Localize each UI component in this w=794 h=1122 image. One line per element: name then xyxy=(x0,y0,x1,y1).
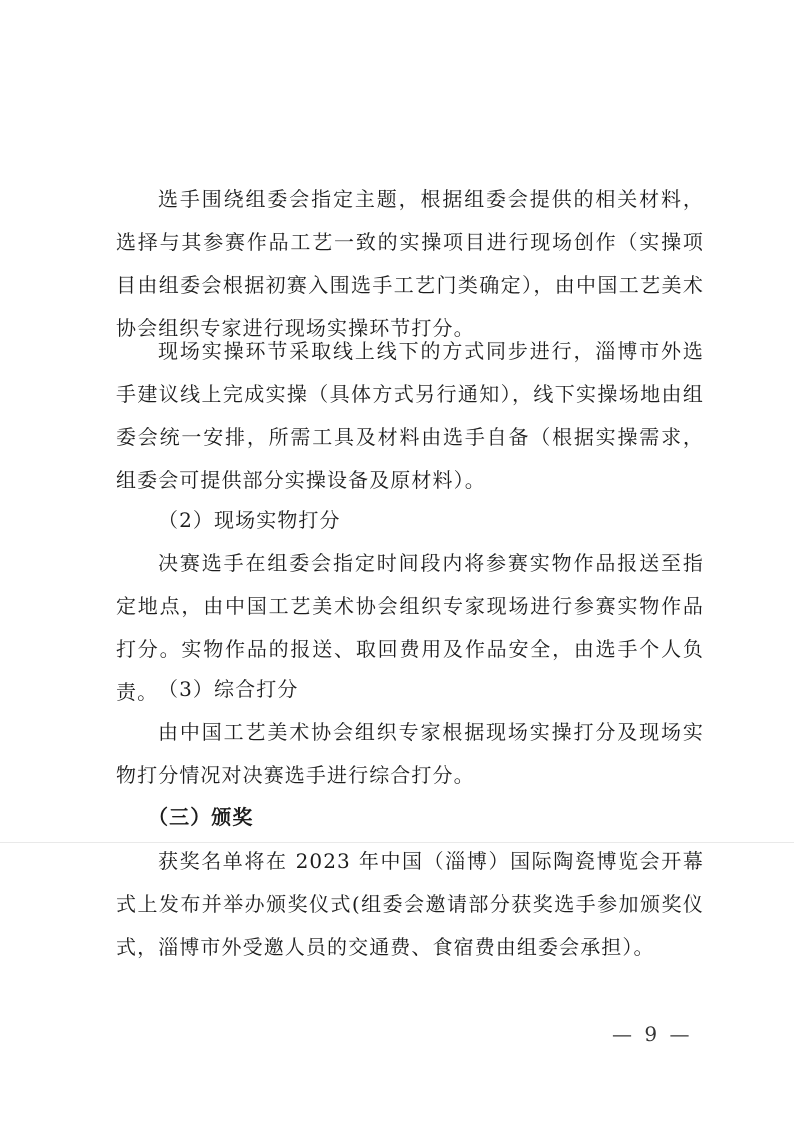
section-heading-awards: （三）颁奖 xyxy=(148,805,254,829)
subheading-comprehensive-scoring: （3）综合打分 xyxy=(158,677,299,701)
page-number: — 9 — xyxy=(612,1022,693,1046)
paragraph-awards: 获奖名单将在 2023 年中国（淄博）国际陶瓷博览会开幕式上发布并举办颁奖仪式(组委会邀请部分获奖选手参加颁奖仪式，淄博市外受邀人员的交通费、食宿费由组委会承担）。 xyxy=(116,849,704,959)
paragraph-physical-works: 决赛选手在组委会指定时间段内将参赛实物作品报送至指定地点，由中国工艺美术协会组织专家现场进行参赛实物作品打分。实物作品的报送、取回费用及作品安全，由选手个人负责。 xyxy=(116,551,704,704)
paragraph-online-offline: 现场实操环节采取线上线下的方式同步进行，淄博市外选手建议线上完成实操（具体方式另行通知），线下实操场地由组委会统一安排，所需工具及材料由选手自备（根据实操需求，组委会可提供部分实操设备及原材料）。 xyxy=(116,339,704,492)
subheading-onsite-scoring: （2）现场实物打分 xyxy=(158,508,341,532)
paragraph-comprehensive: 由中国工艺美术协会组织专家根据现场实操打分及现场实物打分情况对决赛选手进行综合打分。 xyxy=(116,720,704,787)
paragraph-practical-creation: 选手围绕组委会指定主题，根据组委会提供的相关材料，选择与其参赛作品工艺一致的实操项目进行现场创作（实操项目由组委会根据初赛入围选手工艺门类确定），由中国工艺美术协会组织专家进行现场实操环节打分。 xyxy=(116,187,704,340)
